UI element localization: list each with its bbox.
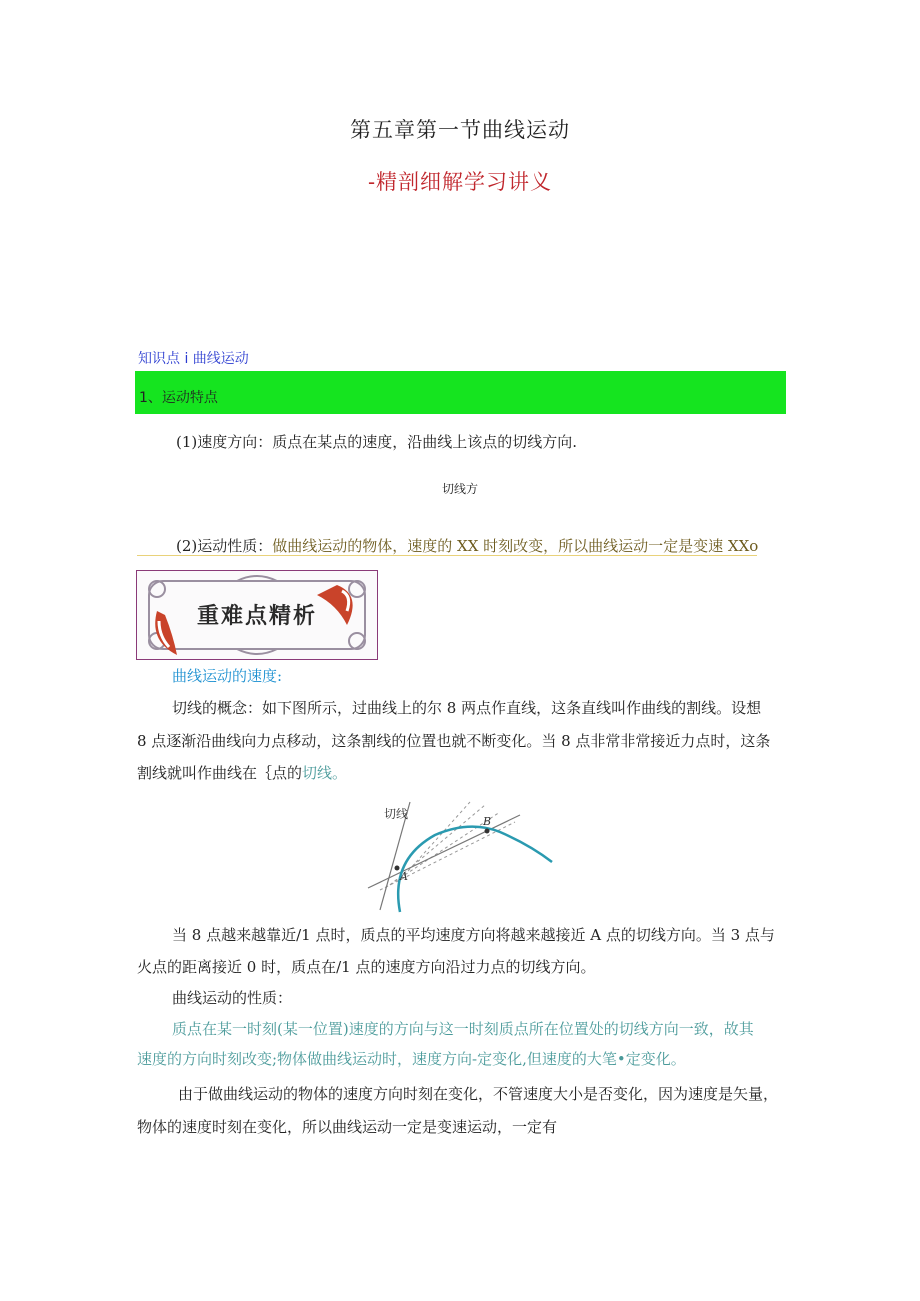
page-subtitle: -精剖细解学习讲义 xyxy=(367,170,553,194)
limit-paragraph-line2: 火点的距离接近 0 时，质点在/1 点的速度方向沿过力点的切线方向。 xyxy=(137,958,596,976)
motion-nature-body: 做曲线运动的物体，速度的 XX 时刻改变，所以曲线运动一定是变速 XXo xyxy=(272,537,759,555)
nature-heading: 曲线运动的性质： xyxy=(172,989,293,1007)
key-points-banner xyxy=(136,570,378,660)
banner-text: 重难点精析 xyxy=(196,603,317,629)
motion-nature-line xyxy=(176,536,758,556)
nature-paragraph-line1: 质点在某一时刻(某一位置)速度的方向与这一时刻质点所在位置处的切线方向一致，故其 xyxy=(172,1020,754,1038)
motion-nature-prefix: (2)运动性质： xyxy=(176,537,273,555)
tangent-paragraph-line3 xyxy=(137,763,347,783)
conclusion-paragraph-line2: 物体的速度时刻在变化，所以曲线运动一定是变速运动，一定有 xyxy=(137,1118,558,1136)
point-a-marker xyxy=(395,866,400,871)
conclusion-paragraph-line1: 由于做曲线运动的物体的速度方向时刻在变化，不管速度大小是否变化，因为速度是矢量， xyxy=(178,1085,779,1103)
tangent-paragraph-line3-prefix: 割线就叫作曲线在｛点的 xyxy=(137,764,303,782)
point-b-label: B xyxy=(483,815,492,828)
section-band-label: 1、运动特点 xyxy=(139,390,218,406)
figure1-caption: 切线方 xyxy=(441,482,478,496)
section-band xyxy=(135,371,786,414)
tangent-paragraph-line2: 8 点逐渐沿曲线向力点移动，这条割线的位置也就不断变化。当 8 点非常非常接近力点时，这条 xyxy=(137,732,771,750)
analysis-heading: 曲线运动的速度: xyxy=(172,667,283,685)
velocity-direction-text: (1)速度方向：质点在某点的速度，沿曲线上该点的切线方向. xyxy=(176,433,578,451)
nature-paragraph-line2: 速度的方向时刻改变;物体做曲线运动时，速度方向-定变化,但速度的大笔•定变化。 xyxy=(137,1050,686,1068)
tangent-diagram xyxy=(360,800,560,915)
point-b-marker xyxy=(485,829,490,834)
point-a-label: A xyxy=(400,870,408,883)
yellow-underline xyxy=(137,555,757,556)
tangent-paragraph-line1: 切线的概念：如下图所示，过曲线上的尔 8 两点作直线，这条直线叫作曲线的割线。设想 xyxy=(172,699,762,717)
tangent-term: 切线。 xyxy=(302,764,348,782)
limit-paragraph-line1: 当 8 点越来越靠近/1 点时，质点的平均速度方向将越来越接近 A 点的切线方向。当 3 点与 xyxy=(172,926,775,944)
page-title: 第五章第一节曲线运动 xyxy=(350,118,570,142)
tangent-label: 切线 xyxy=(384,807,409,821)
knowledge-point-heading: 知识点 i 曲线运动 xyxy=(138,351,249,367)
